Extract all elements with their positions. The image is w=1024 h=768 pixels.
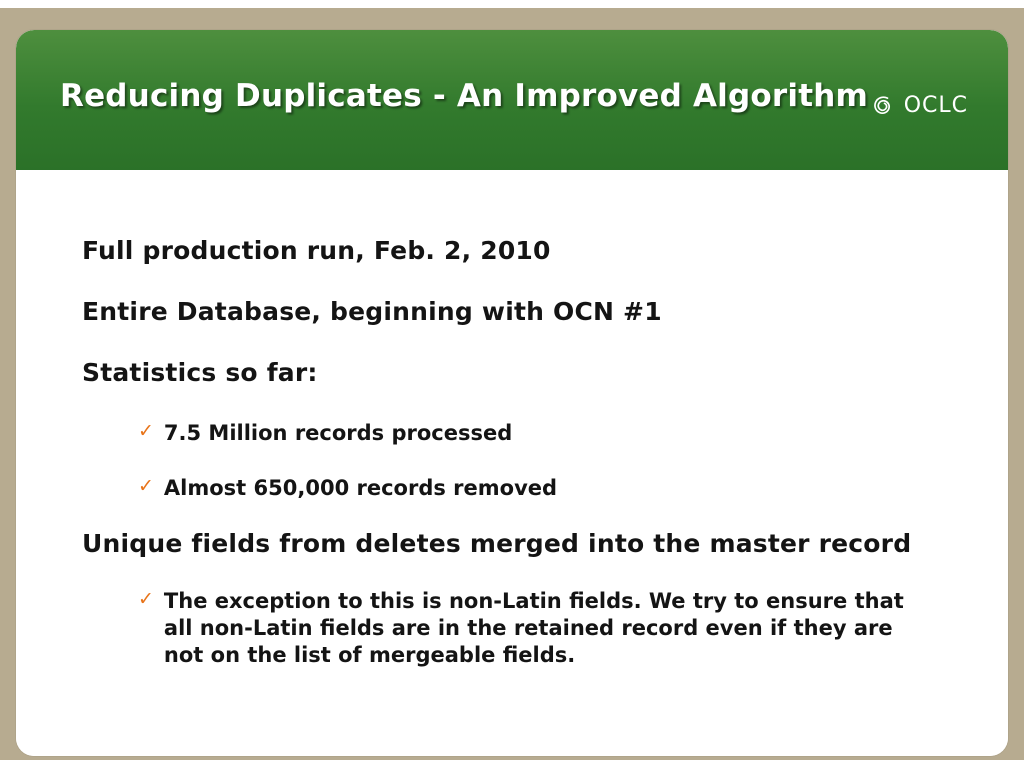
bullet-level1-statistics: Statistics so far:: [82, 358, 318, 387]
bullet-level2-non-latin-exception-label: The exception to this is non-Latin fields. We try to ensure that all non-Latin fields are in the retained record even if they are not on the list of mergeable fields.: [163, 589, 904, 667]
bullet-level2-records-processed: [138, 420, 512, 447]
bullet-level1-unique-fields: Unique fields from deletes merged into the master record: [82, 529, 912, 558]
oclc-logo-text: OCLC: [903, 92, 968, 118]
check-icon: ✓: [138, 475, 154, 497]
slide-body: [16, 170, 1008, 756]
check-icon: ✓: [138, 420, 154, 442]
oclc-spiral-icon: [870, 92, 896, 118]
bullet-level2-non-latin-exception: [138, 588, 918, 669]
check-icon: ✓: [138, 588, 154, 610]
slide-header: [16, 30, 1008, 170]
bullet-level2-records-removed-label: Almost 650,000 records removed: [163, 476, 558, 500]
bullet-level2-records-removed: [138, 475, 557, 502]
slide-card: [16, 30, 1008, 756]
slide-frame: [0, 8, 1024, 760]
oclc-logo: [870, 92, 968, 118]
bullet-level2-records-processed-label: 7.5 Million records processed: [163, 421, 513, 445]
bullet-level1-entire-database: Entire Database, beginning with OCN #1: [82, 297, 662, 326]
page-title: Reducing Duplicates - An Improved Algorithm: [60, 78, 868, 114]
bullet-level1-production-run: Full production run, Feb. 2, 2010: [82, 236, 551, 265]
